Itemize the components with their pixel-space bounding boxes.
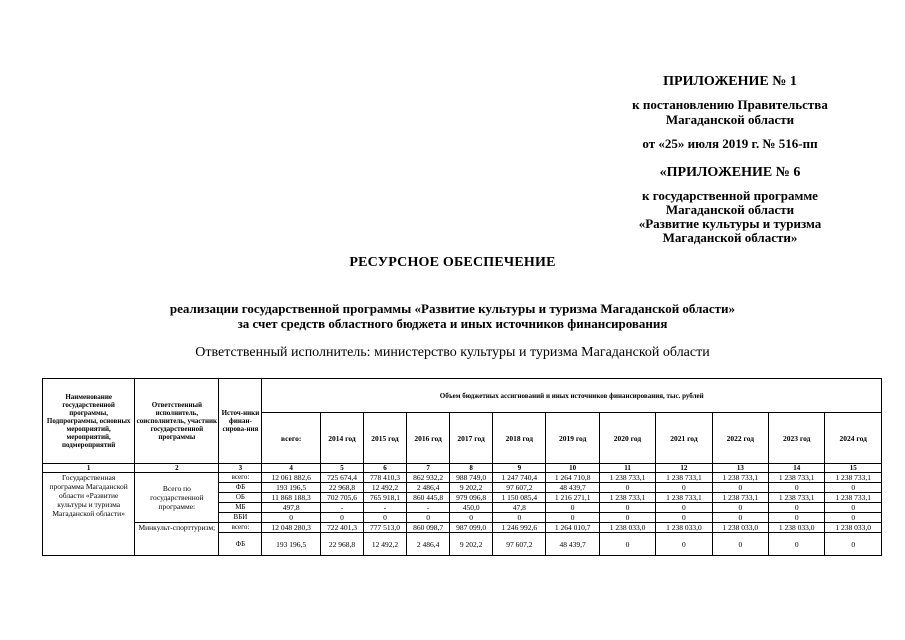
value-cell: 22 968,8: [320, 483, 363, 493]
value-cell: 0: [599, 503, 655, 513]
value-cell: 0: [262, 513, 320, 523]
value-cell: 12 061 882,6: [262, 473, 320, 483]
appendix1-line2: Магаданской области: [665, 112, 795, 127]
value-cell: 1 238 733,1: [825, 493, 882, 503]
header-year: 2022 год: [712, 413, 768, 464]
value-cell: 1 150 085,4: [493, 493, 546, 503]
value-cell: 1 238 033,0: [656, 523, 712, 533]
column-number: 10: [546, 464, 599, 473]
value-cell: 12 048 280,3: [262, 523, 320, 533]
source-cell: ВБИ: [219, 513, 262, 523]
value-cell: 9 202,2: [450, 483, 493, 493]
value-cell: 12 492,2: [363, 533, 406, 556]
value-cell: 1 238 033,0: [769, 523, 825, 533]
value-cell: 988 749,0: [450, 473, 493, 483]
value-cell: 1 238 033,0: [712, 523, 768, 533]
value-cell: 979 096,8: [450, 493, 493, 503]
value-cell: 1 247 740,4: [493, 473, 546, 483]
value-cell: 2 486,4: [407, 483, 450, 493]
value-cell: 765 918,1: [363, 493, 406, 503]
value-cell: 1 246 992,6: [493, 523, 546, 533]
value-cell: 0: [656, 513, 712, 523]
source-cell: МБ: [219, 503, 262, 513]
column-number-row: [43, 464, 882, 473]
value-cell: 12 492,2: [363, 483, 406, 493]
column-number: 12: [656, 464, 712, 473]
value-cell: 47,8: [493, 503, 546, 513]
header-volume: Объем бюджетных ассигнований и иных источников финансирования, тыс. рублей: [262, 379, 882, 413]
header-year: 2021 год: [656, 413, 712, 464]
column-number: 2: [135, 464, 219, 473]
value-cell: 1 238 733,1: [656, 493, 712, 503]
header-year: 2017 год: [450, 413, 493, 464]
source-cell: ФБ: [219, 483, 262, 493]
header-year: 2019 год: [546, 413, 599, 464]
resource-table: [42, 378, 882, 556]
document-subtitle-line2: за счет средств областного бюджета и иных источников финансирования: [237, 316, 668, 331]
value-cell: 0: [769, 503, 825, 513]
value-cell: 0: [656, 483, 712, 493]
value-cell: 1 238 733,1: [599, 473, 655, 483]
header-year: 2014 год: [320, 413, 363, 464]
header-year: 2015 год: [363, 413, 406, 464]
executor-ministry: Минкульт-спорттуризм;: [135, 523, 219, 556]
value-cell: 778 410,3: [363, 473, 406, 483]
value-cell: 0: [599, 513, 655, 523]
value-cell: 702 705,6: [320, 493, 363, 503]
value-cell: 0: [769, 513, 825, 523]
header-year: 2023 год: [769, 413, 825, 464]
value-cell: 0: [363, 513, 406, 523]
value-cell: 1 238 733,1: [825, 473, 882, 483]
value-cell: 1 238 733,1: [769, 493, 825, 503]
table-row: [43, 523, 882, 533]
source-cell: всего:: [219, 473, 262, 483]
header-year: 2016 год: [407, 413, 450, 464]
program-name: Государственная программа Магаданской области «Развитие культуры и туризма Магаданской области»: [43, 473, 135, 556]
value-cell: 0: [450, 513, 493, 523]
value-cell: 0: [656, 533, 712, 556]
value-cell: 777 513,0: [363, 523, 406, 533]
column-number: 6: [363, 464, 406, 473]
appendix6-line2: Магаданской области: [665, 202, 795, 217]
value-cell: 860 445,8: [407, 493, 450, 503]
column-number: 11: [599, 464, 655, 473]
value-cell: 48 439,7: [546, 483, 599, 493]
value-cell: 1 238 033,0: [825, 523, 882, 533]
value-cell: 22 968,8: [320, 533, 363, 556]
appendix6-line4: Магаданской области»: [662, 230, 798, 245]
column-number: 3: [219, 464, 262, 473]
value-cell: 0: [825, 513, 882, 523]
value-cell: -: [320, 503, 363, 513]
appendix1-line1: к постановлению Правительства: [632, 97, 828, 112]
appendix6-line1: к государственной программе: [642, 188, 818, 203]
appendix6-subtitle: [590, 189, 870, 245]
value-cell: 0: [769, 483, 825, 493]
appendix1-subtitle: [600, 97, 860, 127]
value-cell: 193 196,5: [262, 483, 320, 493]
value-cell: 0: [493, 513, 546, 523]
header-year: 2020 год: [599, 413, 655, 464]
column-number: 15: [825, 464, 882, 473]
value-cell: 450,0: [450, 503, 493, 513]
value-cell: 1 264 010,7: [546, 523, 599, 533]
source-cell: ОБ: [219, 493, 262, 503]
column-number: 14: [769, 464, 825, 473]
value-cell: 97 607,2: [493, 533, 546, 556]
responsible-executor: Ответственный исполнитель: министерство культуры и туризма Магаданской области: [195, 345, 710, 360]
value-cell: 0: [712, 503, 768, 513]
value-cell: 0: [769, 533, 825, 556]
value-cell: 0: [407, 513, 450, 523]
value-cell: 0: [546, 513, 599, 523]
value-cell: 0: [599, 533, 655, 556]
source-cell: ФБ: [219, 533, 262, 556]
value-cell: 193 196,5: [262, 533, 320, 556]
appendix1-title: ПРИЛОЖЕНИЕ № 1: [663, 74, 797, 89]
value-cell: 1 238 733,1: [599, 493, 655, 503]
document-subtitle-line1: реализации государственной программы «Развитие культуры и туризма Магаданской области»: [169, 301, 736, 316]
value-cell: 0: [320, 513, 363, 523]
value-cell: 11 868 188,3: [262, 493, 320, 503]
value-cell: 1 238 033,0: [599, 523, 655, 533]
value-cell: 722 401,3: [320, 523, 363, 533]
table-row: [43, 473, 882, 483]
value-cell: 1 238 733,1: [712, 473, 768, 483]
column-number: 7: [407, 464, 450, 473]
value-cell: 1 216 271,1: [546, 493, 599, 503]
value-cell: 2 486,4: [407, 533, 450, 556]
executor-total: Всего по государственной программе:: [135, 473, 219, 523]
value-cell: -: [407, 503, 450, 513]
column-number: 4: [262, 464, 320, 473]
source-cell: всего:: [219, 523, 262, 533]
value-cell: 1 238 733,1: [712, 493, 768, 503]
value-cell: 1 238 733,1: [656, 473, 712, 483]
document-title: РЕСУРСНОЕ ОБЕСПЕЧЕНИЕ: [349, 255, 556, 270]
value-cell: 0: [825, 533, 882, 556]
header-year: 2018 год: [493, 413, 546, 464]
value-cell: 1 238 733,1: [769, 473, 825, 483]
value-cell: 0: [656, 503, 712, 513]
value-cell: 0: [712, 483, 768, 493]
column-number: 1: [43, 464, 135, 473]
column-number: 9: [493, 464, 546, 473]
header-source: Источ-ники финан-сирова-ния: [219, 379, 262, 464]
value-cell: 0: [712, 513, 768, 523]
value-cell: -: [363, 503, 406, 513]
value-cell: 1 264 710,8: [546, 473, 599, 483]
column-number: 13: [712, 464, 768, 473]
appendix6-title: «ПРИЛОЖЕНИЕ № 6: [659, 165, 801, 180]
appendix6-line3: «Развитие культуры и туризма: [638, 216, 822, 231]
header-executor: Ответственный исполнитель, соисполнитель, участник государственной программы: [135, 379, 219, 464]
column-number: 5: [320, 464, 363, 473]
header-name: Наименование государственной программы, Подпрограммы, основных мероприятий, мероприятий, подмероприятий: [43, 379, 135, 464]
value-cell: 0: [712, 533, 768, 556]
value-cell: 0: [825, 503, 882, 513]
value-cell: 860 098,7: [407, 523, 450, 533]
appendix1-date: от «25» июля 2019 г. № 516-пп: [642, 136, 818, 151]
value-cell: 862 932,2: [407, 473, 450, 483]
header-total: всего:: [262, 413, 320, 464]
value-cell: 97 607,2: [493, 483, 546, 493]
value-cell: 0: [546, 503, 599, 513]
column-number: 8: [450, 464, 493, 473]
header-year: 2024 год: [825, 413, 882, 464]
value-cell: 0: [825, 483, 882, 493]
value-cell: 0: [599, 483, 655, 493]
value-cell: 48 439,7: [546, 533, 599, 556]
value-cell: 725 674,4: [320, 473, 363, 483]
value-cell: 987 099,0: [450, 523, 493, 533]
value-cell: 9 202,2: [450, 533, 493, 556]
value-cell: 497,8: [262, 503, 320, 513]
